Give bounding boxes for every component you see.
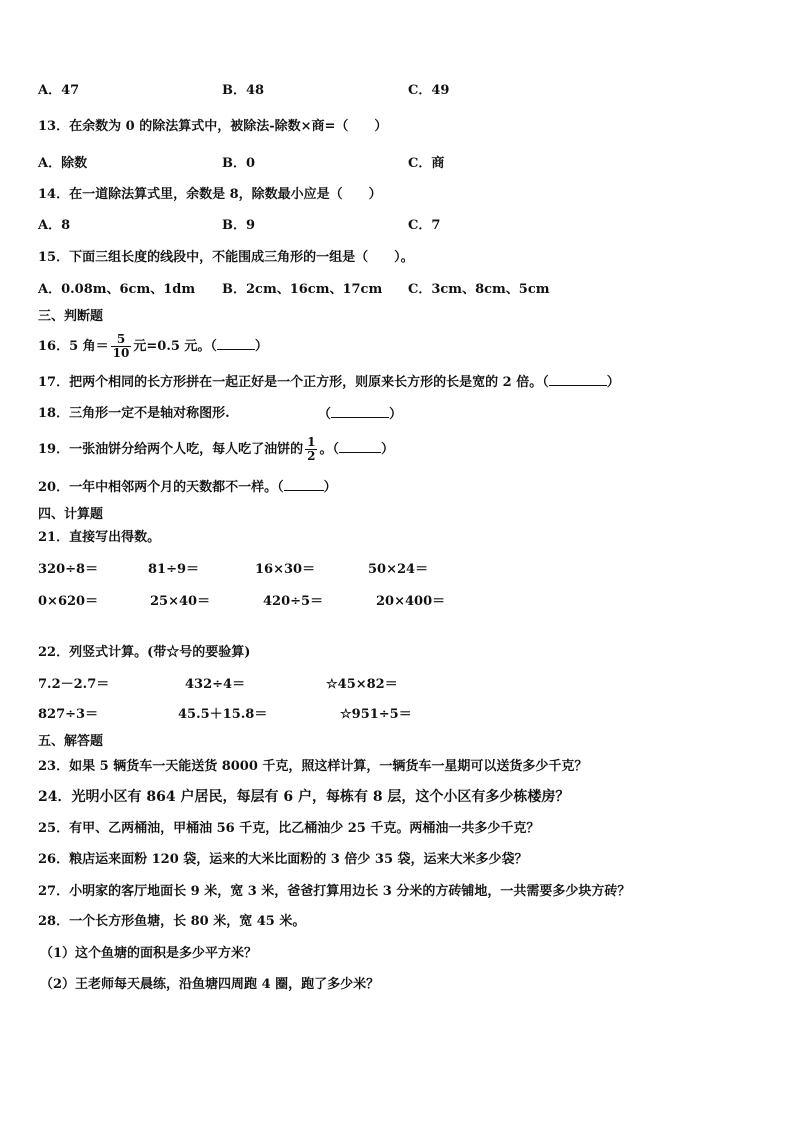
q15-option-c: C．3cm、8cm、5cm xyxy=(408,282,550,297)
q20-end: ） xyxy=(323,480,337,495)
q21-item: 25×40＝ xyxy=(150,594,211,609)
q20-answer-blank[interactable] xyxy=(284,478,324,491)
q19-answer-blank[interactable] xyxy=(339,440,381,453)
q25-text: 25．有甲、乙两桶油，甲桶油 56 千克，比乙桶油少 25 千克。两桶油一共多少千克？ xyxy=(38,821,540,836)
q22-item: ☆951÷5＝ xyxy=(340,707,412,722)
section-heading-judgement: 三、判断题 xyxy=(38,309,104,324)
q22-item: 432÷4＝ xyxy=(185,677,246,692)
q17 xyxy=(38,373,620,392)
q19-end: ） xyxy=(380,442,394,457)
q14-option-c: C．7 xyxy=(408,218,441,233)
q22-item: ☆45×82＝ xyxy=(326,677,398,692)
q21-item: 20×400＝ xyxy=(376,594,446,609)
q13-option-b: B．0 xyxy=(222,156,256,171)
q16-pre: 16．5 角＝ xyxy=(38,339,109,354)
q16-fraction-denominator: 10 xyxy=(112,346,130,360)
q21-item: 0×620＝ xyxy=(38,594,99,609)
q27-text: 27．小明家的客厅地面长 9 米，宽 3 米，爸爸打算用边长 3 分米的方砖铺地，一共需要多少块方砖？ xyxy=(38,884,631,899)
q19-fraction-denominator: 2 xyxy=(307,449,316,463)
q21-item: 320÷8＝ xyxy=(38,562,99,577)
q22-item: 827÷3＝ xyxy=(38,707,99,722)
q16 xyxy=(38,331,268,363)
q14-text: 14．在一道除法算式里，余数是 8，除数最小应是（ ） xyxy=(38,187,382,202)
q12-option-c: C．49 xyxy=(408,83,450,98)
q12-option-a: A．47 xyxy=(38,83,80,98)
q18-text: 18．三角形一定不是轴对称图形. xyxy=(38,406,230,421)
q28-text: 28．一个长方形鱼塘，长 80 米，宽 45 米。 xyxy=(38,914,306,929)
q17-text: 17．把两个相同的长方形拼在一起正好是一个正方形，则原来长方形的长是宽的 2 倍。（ xyxy=(38,375,549,390)
q21-item: 81÷9＝ xyxy=(148,562,200,577)
q17-end: ） xyxy=(606,375,620,390)
q21-title: 21．直接写出得数。 xyxy=(38,530,161,545)
q19-fraction xyxy=(305,436,317,463)
q21-item: 16×30＝ xyxy=(255,562,316,577)
q16-answer-blank[interactable] xyxy=(217,337,255,350)
q19-pre: 19．一张油饼分给两个人吃，每人吃了油饼的 xyxy=(38,442,304,457)
q18-open: （ xyxy=(318,407,332,422)
q23-text: 23．如果 5 辆货车一天能送货 8000 千克，照这样计算，一辆货车一星期可以送货多少千克？ xyxy=(38,759,588,774)
q15-option-a: A．0.08m、6cm、1dm xyxy=(38,282,196,297)
q19 xyxy=(38,434,394,466)
q20 xyxy=(38,478,337,497)
q22-item: 45.5＋15.8＝ xyxy=(178,707,268,722)
q17-answer-blank[interactable] xyxy=(549,373,607,386)
q13-option-c: C．商 xyxy=(408,156,445,171)
q12-option-b: B．48 xyxy=(222,83,265,98)
q22-title: 22．列竖式计算。(带☆号的要验算) xyxy=(38,645,251,660)
section-heading-calculation: 四、计算题 xyxy=(38,507,104,522)
q28-sub2: （2）王老师每天晨练，沿鱼塘四周跑 4 圈，跑了多少米？ xyxy=(40,977,380,992)
q15-text: 15．下面三组长度的线段中，不能围成三角形的一组是（ ）。 xyxy=(38,250,414,265)
q14-option-a: A．8 xyxy=(38,218,71,233)
q16-fraction xyxy=(111,333,132,360)
q15-option-b: B．2cm、16cm、17cm xyxy=(222,282,383,297)
q14-option-b: B．9 xyxy=(222,218,256,233)
q24-text: 24．光明小区有 864 户居民，每层有 6 户，每栋有 8 层，这个小区有多少栋楼房？ xyxy=(38,789,570,805)
q16-fraction-numerator: 5 xyxy=(111,333,132,347)
q18-end: ） xyxy=(389,407,403,422)
q22-item: 7.2－2.7＝ xyxy=(38,677,110,692)
q18-answer xyxy=(318,405,402,424)
section-heading-word-problems: 五、解答题 xyxy=(38,734,104,749)
q28-sub1: （1）这个鱼塘的面积是多少平方米？ xyxy=(40,946,258,961)
q21-item: 50×24＝ xyxy=(368,562,429,577)
q16-end: ） xyxy=(254,339,268,354)
q16-post: 元=0.5 元。（ xyxy=(133,339,217,354)
q19-fraction-numerator: 1 xyxy=(307,435,316,449)
q19-post: 。（ xyxy=(319,442,339,457)
q21-item: 420÷5＝ xyxy=(263,594,324,609)
q20-text: 20．一年中相邻两个月的天数都不一样。（ xyxy=(38,480,284,495)
q13-option-a: A．除数 xyxy=(38,156,88,171)
q26-text: 26．粮店运来面粉 120 袋，运来的大米比面粉的 3 倍少 35 袋，运来大米多少袋？ xyxy=(38,852,528,867)
q18-answer-blank[interactable] xyxy=(331,405,389,418)
q18 xyxy=(38,405,230,423)
q13-text: 13．在余数为 0 的除法算式中，被除法-除数×商=（ ） xyxy=(38,119,388,134)
